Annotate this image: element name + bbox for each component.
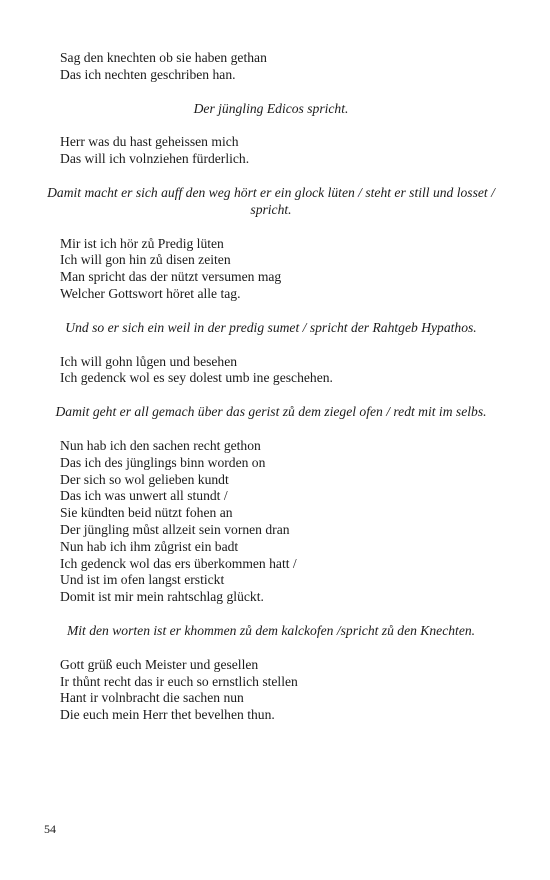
page-number: 54 (44, 822, 56, 836)
verse-line: Herr was du hast geheissen mich (60, 134, 239, 150)
verse-line: Das ich nechten geschriben han. (60, 66, 236, 82)
verse-line: Das will ich volnziehen fürderlich. (60, 151, 250, 167)
stage-direction: Damit geht er all gemach über das gerist zů dem ziegel ofen / redt mit im selbs. (55, 404, 487, 420)
verse-block (60, 354, 498, 388)
stage-direction: Damit macht er sich auff den weg hört er ein glock lüten / steht er still und losset / spricht. (47, 184, 495, 217)
verse-block (60, 438, 498, 606)
verse-line: Nun hab ich ihm zůgrist ein badt (60, 538, 239, 554)
verse-line: Der jüngling můst allzeit sein vornen dran (60, 521, 290, 537)
verse-line: Ir thůnt recht das ir euch so ernstlich stellen (60, 673, 298, 689)
page-body (44, 50, 498, 724)
verse-line: Ich gedenck wol das ers überkommen hatt / (60, 555, 297, 571)
verse-line: Der sich so wol gelieben kundt (60, 471, 229, 487)
verse-line: Das ich was unwert all stundt / (60, 488, 228, 504)
verse-line: Ich will gon hin zů disen zeiten (60, 252, 231, 268)
verse-line: Und ist im ofen langst erstickt (60, 572, 225, 588)
verse-block (60, 134, 498, 168)
verse-line: Domit ist mir mein rahtschlag glückt. (60, 589, 264, 605)
verse-line: Nun hab ich den sachen recht gethon (60, 437, 261, 453)
verse-line: Mir ist ich hör zů Predig lüten (60, 235, 224, 251)
verse-line: Hant ir volnbracht die sachen nun (60, 690, 244, 706)
verse-block (60, 657, 498, 724)
verse-line: Die euch mein Herr thet bevelhen thun. (60, 707, 275, 723)
stage-direction: Mit den worten ist er khommen zů dem kalckofen /spricht zů den Knechten. (66, 622, 476, 638)
verse-block (60, 50, 498, 84)
verse-line: Sag den knechten ob sie haben gethan (60, 50, 267, 65)
verse-line: Ich gedenck wol es sey dolest umb ine geschehen. (60, 370, 333, 386)
verse-line: Welcher Gottswort höret alle tag. (60, 285, 241, 301)
stage-direction: Der jüngling Edicos spricht. (193, 100, 349, 116)
verse-line: Man spricht das der nützt versumen mag (60, 269, 282, 285)
stage-direction: Und so er sich ein weil in der predig sumet / spricht der Rahtgeb Hypathos. (65, 319, 477, 335)
verse-line: Sie kündten beid nützt fohen an (60, 505, 233, 521)
verse-line: Das ich des jünglings binn worden on (60, 454, 266, 470)
verse-block (60, 236, 498, 303)
verse-line: Gott grüß euch Meister und gesellen (60, 656, 259, 672)
verse-line: Ich will gohn lůgen und besehen (60, 353, 238, 369)
